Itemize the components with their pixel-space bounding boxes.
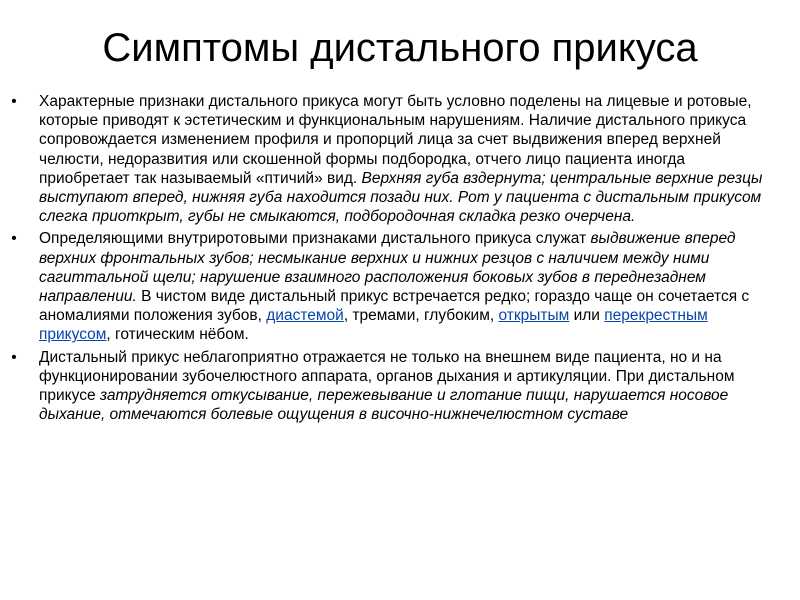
slide-title: Симптомы дистального прикуса xyxy=(102,26,698,70)
bullet-text: В чистом виде дистальный прикус встречается редко; гораздо чаще он сочетается с аномалиями положения зубов, xyxy=(39,288,750,325)
bullet-text: , тремами, глубоким, xyxy=(343,307,499,325)
bullet-text: Определяющими внутриротовыми признаками дистального прикуса служат xyxy=(39,230,591,248)
bullet-text-italic: выдвижение вперед верхних фронтальных зубов; несмыкание верхних и нижних резцов с наличием между ними сагиттальной щели; нарушение взаимного расположения боковых зубов в переднезаднем направлении. xyxy=(39,230,736,306)
bullet-marker: • xyxy=(11,93,17,110)
bullet-text-italic: Верхняя губа вздернута; центральные верхние резцы выступают вперед, нижняя губа находится позади них. Рот у пациента с дистальным прикусом слегка приоткрыт, губы не смыкаются, подбородочная складка резко очерчена. xyxy=(39,169,763,226)
bullet-text: , готическим нёбом. xyxy=(106,326,249,344)
bullet-list xyxy=(8,92,778,427)
bullet-text-italic: затрудняется откусывание, пережевывание и глотание пищи, нарушается носовое дыхание, отмечаются болевые ощущения в височно-нижнечелюстном суставе xyxy=(39,387,729,424)
link-open-bite[interactable]: открытым xyxy=(498,307,570,325)
bullet-marker: • xyxy=(11,348,17,366)
bullet-text: Характерные признаки дистального прикуса могут быть условно поделены на лицевые и ротовые, которые приводят к эстетическим и функциональным нарушениям. Наличие дистального прикуса сопровождается изменением профиля и пропорций лица за счет выдвижения вперед верхней челюсти, недоразвития или скошенной формы подбородка, отчего лицо пациента иногда приобретает так называемый «птичий» вид. xyxy=(39,93,752,187)
bullet-text: или xyxy=(569,307,605,325)
bullet-item-functional-effects xyxy=(8,348,778,425)
bullet-item-facial-signs xyxy=(8,92,778,226)
bullet-item-intraoral-signs xyxy=(8,229,778,344)
bullet-text: Дистальный прикус неблагоприятно отражается не только на внешнем виде пациента, но и на функционировании зубочелюстного аппарата, органов дыхания и артикуляции. При дистальном прикусе xyxy=(39,348,735,405)
link-diastema[interactable]: диастемой xyxy=(266,307,344,325)
link-cross-bite[interactable]: перекрестным прикусом xyxy=(39,307,708,344)
bullet-marker: • xyxy=(11,230,17,248)
